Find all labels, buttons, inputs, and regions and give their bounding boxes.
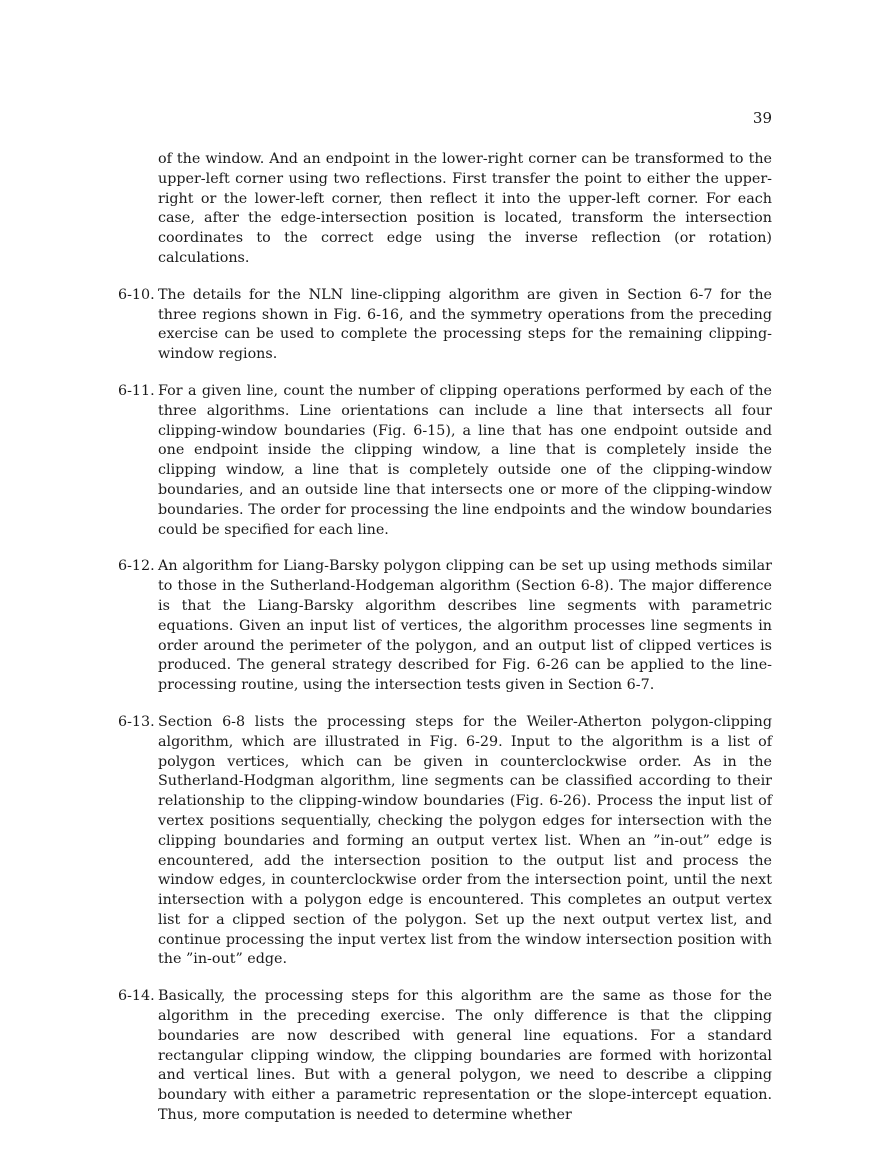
exercise-number: 6-12. bbox=[118, 558, 155, 575]
page-content bbox=[118, 150, 772, 1126]
exercise-text: Section 6-8 lists the processing steps for the Weiler-Atherton polygon-clipping algorithm, which are illustrated in Fig. 6-29. Input to the algorithm is a list of polygon vertices, which can be given in counterclockwise order. As in the Sutherland-Hodgman algorithm, line segments can be classified according to their relationship to the clipping-window boundaries (Fig. 6-26). Process the input list of vertex positions sequentially, checking the polygon edges for intersection with the clipping boundaries and forming an output vertex list. When an ”in-out” edge is encountered, add the intersection position to the output list and process the window edges, in counterclockwise order from the intersection point, until the next intersection with a polygon edge is encountered. This completes an output vertex list for a clipped section of the polygon. Set up the next output vertex list, and continue processing the input vertex list from the window intersection position with the ”in-out” edge. bbox=[158, 713, 772, 968]
exercise-number: 6-11. bbox=[118, 382, 155, 399]
exercise-number: 6-13. bbox=[118, 713, 155, 730]
page-number: 39 bbox=[752, 109, 772, 127]
exercise-number: 6-14. bbox=[118, 988, 155, 1005]
exercise-6-12 bbox=[118, 557, 772, 696]
exercise-text: Basically, the processing steps for this algorithm are the same as those for the algorithm in the preceding exercise. The only difference is that the clipping boundaries are now described with general line equations. For a standard rectangular clipping window, the clipping boundaries are formed with horizontal and vertical lines. But with a general polygon, we need to describe a clipping boundary with either a parametric representation or the slope-intercept equation. Thus, more computation is needed to determine whether bbox=[158, 988, 772, 1124]
exercise-6-13 bbox=[118, 713, 772, 970]
continuation-paragraph: of the window. And an endpoint in the lower-right corner can be transformed to the upper-left corner using two reflections. First transfer the point to either the upper-right or the lower-left corner, then reflect it into the upper-left corner. For each case, after the edge-intersection position is located, transform the intersection coordinates to the correct edge using the inverse reflection (or rotation) calculations. bbox=[158, 151, 772, 266]
exercise-text: An algorithm for Liang-Barsky polygon clipping can be set up using methods similar to those in the Sutherland-Hodgeman algorithm (Section 6-8). The major difference is that the Liang-Barsky algorithm describes line segments with parametric equations. Given an input list of vertices, the algorithm processes line segments in order around the perimeter of the polygon, and an output list of clipped vertices is produced. The general strategy described for Fig. 6-26 can be applied to the line-processing routine, using the intersection tests given in Section 6-7. bbox=[158, 558, 772, 694]
exercise-6-14 bbox=[118, 987, 772, 1126]
exercise-6-11 bbox=[118, 382, 772, 540]
exercise-text: For a given line, count the number of clipping operations performed by each of the three algorithms. Line orientations can include a line that intersects all four clipping-window boundaries (Fig. 6-15), a line that has one endpoint outside and one endpoint inside the clipping window, a line that is completely inside the clipping window, a line that is completely outside one of the clipping-window boundaries, and an outside line that intersects one or more of the clipping-window boundaries. The order for processing the line endpoints and the window boundaries could be specified for each line. bbox=[158, 382, 772, 538]
exercise-number: 6-10. bbox=[118, 286, 155, 303]
exercise-text: The details for the NLN line-clipping algorithm are given in Section 6-7 for the three regions shown in Fig. 6-16, and the symmetry operations from the preceding exercise can be used to complete the processing steps for the remaining clipping-window regions. bbox=[158, 286, 772, 363]
exercise-6-10 bbox=[118, 286, 772, 365]
